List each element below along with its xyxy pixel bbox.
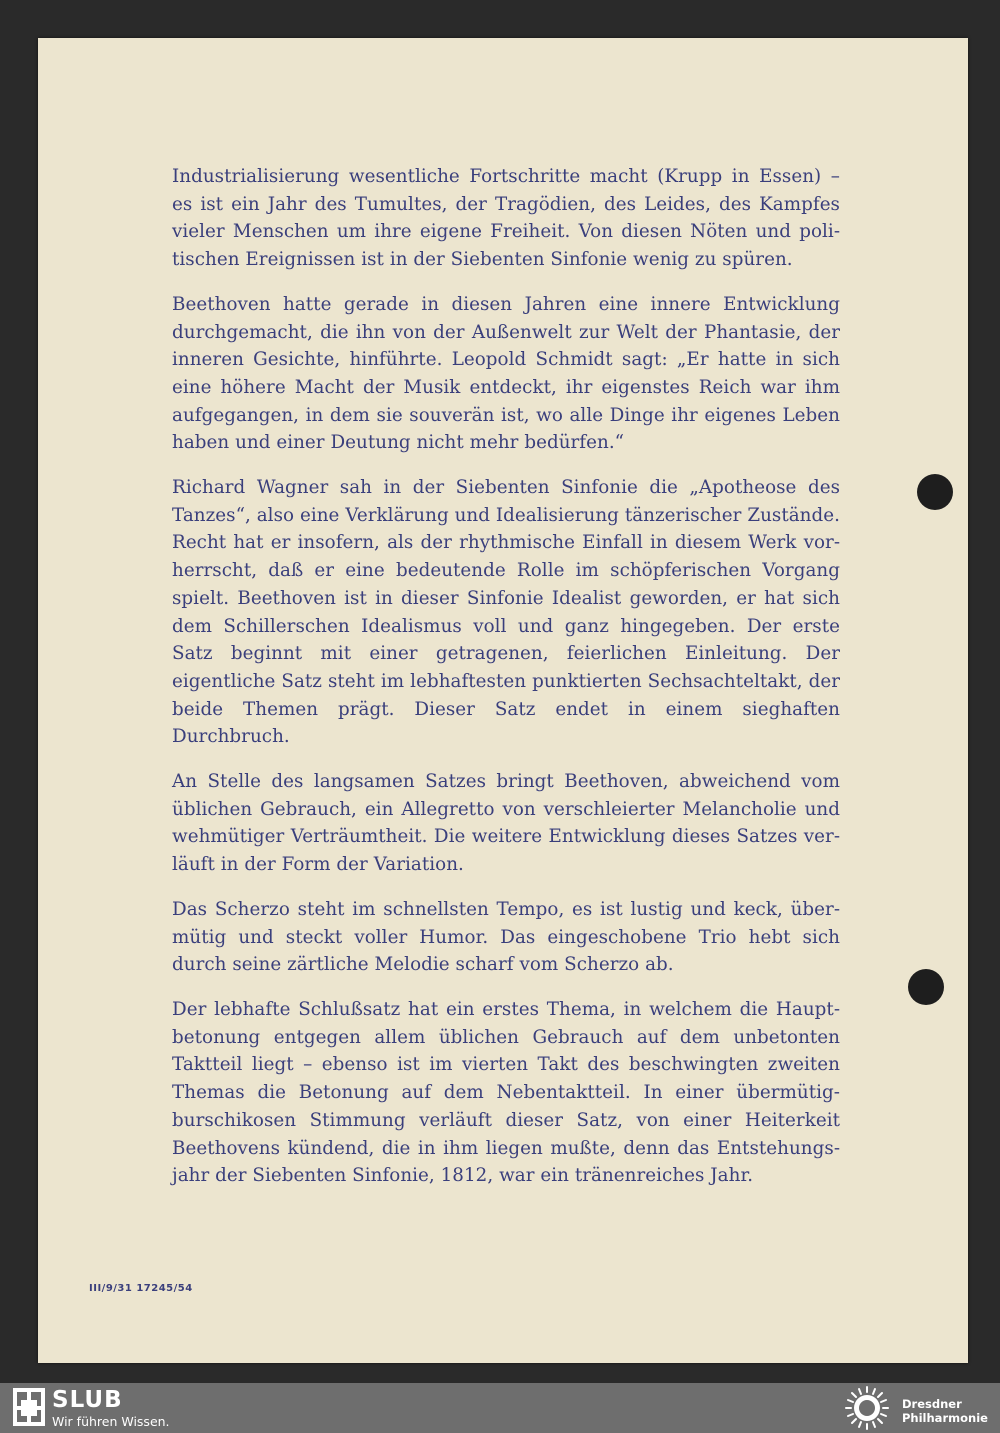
library-tagline: Wir führen Wissen. [52,1414,170,1429]
paragraph-industrialisierung: Industrialisierung wesentliche Fortschritte macht (Krupp in Essen) – es ist ein Jahr des Tumultes, der Tragödien, des Leides, des Kampfes vieler Menschen um ihre eigene Freiheit. Von diesen Nöten und politischen Ereignissen ist in der Siebenten Sinfonie wenig zu spüren. [172,166,840,271]
slub-logo-icon[interactable] [13,1388,45,1426]
partner-name[interactable] [902,1397,988,1425]
body-text [172,163,840,1207]
paragraph-wagner-apotheose: Richard Wagner sah in der Siebenten Sinfonie die „Apotheose des Tanzes“, also eine Verklärung und Idealisierung tänzerischer Zustände. Recht hat er insofern, als der rhythmische Einfall in diesem Werk vorherrscht, daß er eine bedeutende Rolle im schöpferischen Vorgang spielt. Beethoven ist in dieser Sinfonie Idealist geworden, er hat sich dem Schillerschen Idealismus voll und ganz hingegeben. Der erste Satz beginnt mit einer getragenen, feierlichen Einleitung. Der eigentliche Satz steht im lebhaftesten punktierten Sechsachteltakt, der beide Themen prägt. Dieser Satz endet in einem sieghaften Durchbruch. [172,477,840,748]
partner-name-line2: Philharmonie [902,1411,988,1425]
punch-hole-upper [917,474,953,510]
library-name[interactable]: SLUB [52,1387,123,1413]
punch-hole-lower [908,969,944,1005]
footer-bar [0,1383,1000,1433]
print-code: III/9/31 17245/54 [89,1283,193,1294]
paragraph-beethoven-entwicklung: Beethoven hatte gerade in diesen Jahren eine innere Entwicklung durchgemacht, die ihn von der Außenwelt zur Welt der Phantasie, der inneren Gesichte, hinführte. Leopold Schmidt sagt: „Er hatte in sich eine höhere Macht der Musik entdeckt, ihr eigenstes Reich war ihm aufgegangen, in dem sie souverän ist, wo alle Dinge ihr eigenes Leben haben und einer Deutung nicht mehr bedürfen.“ [172,293,840,454]
paragraph-schlusssatz: Der lebhafte Schlußsatz hat ein erstes Thema, in welchem die Hauptbetonung entgegen allem üblichen Gebrauch auf dem unbetonten Taktteil liegt – ebenso ist im vierten Takt des beschwingten zweiten Themas die Betonung auf dem Nebentaktteil. In einer übermütig-burschikosen Stimmung verläuft dieser Satz, von einer Heiterkeit Beethovens kündend, die in ihm liegen mußte, denn das Entstehungsjahr der Siebenten Sinfonie, 1812, war ein tränenreiches Jahr. [172,998,840,1187]
paragraph-scherzo: Das Scherzo steht im schnellsten Tempo, es ist lustig und keck, übermütig und steckt voller Humor. Das eingeschobene Trio hebt sich durch seine zärtliche Melodie scharf vom Scherzo ab. [172,898,840,976]
philharmonie-logo-icon[interactable] [842,1385,892,1431]
partner-name-line1: Dresdner [902,1397,962,1411]
paragraph-allegretto: An Stelle des langsamen Satzes bringt Beethoven, abweichend vom üblichen Gebrauch, ein Allegretto von verschleierter Melancholie und wehmütiger Verträumtheit. Die weitere Entwicklung dieses Satzes verläuft in der Form der Variation. [172,771,840,876]
